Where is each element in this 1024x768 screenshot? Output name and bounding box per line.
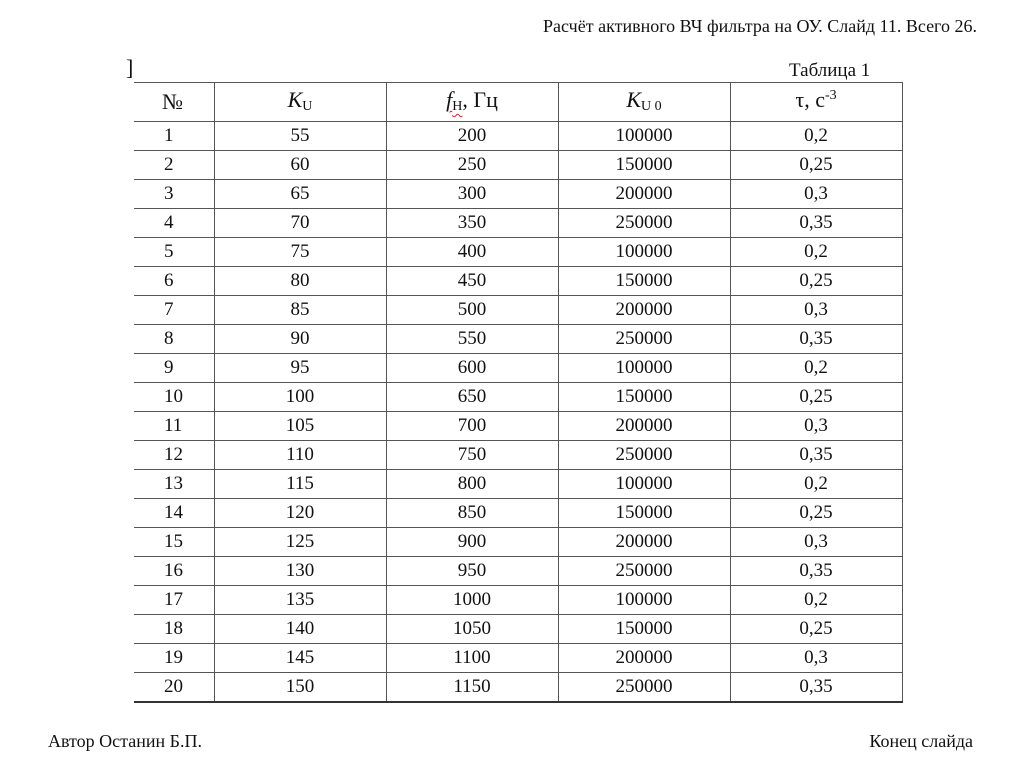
header-fn — [386, 83, 558, 122]
table-header-row — [134, 83, 902, 122]
cell-ku0: 200000 — [558, 180, 730, 209]
cell-ku0: 150000 — [558, 267, 730, 296]
cell-fn: 700 — [386, 412, 558, 441]
cell-tau: 0,25 — [730, 267, 902, 296]
cell-tau: 0,35 — [730, 441, 902, 470]
header-ku-main: K — [287, 87, 303, 112]
cell-fn: 400 — [386, 238, 558, 267]
cell-tau: 0,25 — [730, 499, 902, 528]
cell-ku: 105 — [214, 412, 386, 441]
cell-ku0: 250000 — [558, 209, 730, 238]
cell-fn: 550 — [386, 325, 558, 354]
footer-author: Автор Останин Б.П. — [48, 731, 202, 751]
table-row — [134, 412, 902, 441]
cell-fn: 250 — [386, 151, 558, 180]
cell-num: 6 — [134, 267, 214, 296]
table-row — [134, 296, 902, 325]
cell-ku0: 200000 — [558, 412, 730, 441]
cell-ku0: 250000 — [558, 441, 730, 470]
cell-ku0: 100000 — [558, 238, 730, 267]
cell-num: 4 — [134, 209, 214, 238]
header-tau-main: τ, с — [795, 87, 825, 112]
table-row — [134, 470, 902, 499]
header-fn-main: f — [446, 87, 453, 112]
header-num: № — [134, 83, 214, 122]
cell-num: 11 — [134, 412, 214, 441]
table-row — [134, 325, 902, 354]
table-row — [134, 267, 902, 296]
cell-fn: 1100 — [386, 644, 558, 673]
cell-num: 18 — [134, 615, 214, 644]
table-row — [134, 499, 902, 528]
cell-ku: 85 — [214, 296, 386, 325]
data-table — [134, 82, 903, 703]
header-fn-unit: , Гц — [462, 87, 498, 112]
cell-num: 10 — [134, 383, 214, 412]
cell-tau: 0,35 — [730, 673, 902, 703]
cell-tau: 0,25 — [730, 615, 902, 644]
cell-num: 1 — [134, 122, 214, 151]
cell-num: 9 — [134, 354, 214, 383]
cell-tau: 0,3 — [730, 528, 902, 557]
header-ku0-main: K — [626, 87, 642, 112]
cell-ku0: 100000 — [558, 586, 730, 615]
table-row — [134, 354, 902, 383]
cell-ku0: 250000 — [558, 673, 730, 703]
cell-tau: 0,2 — [730, 586, 902, 615]
table-row — [134, 441, 902, 470]
cell-tau: 0,2 — [730, 122, 902, 151]
bracket-mark: ] — [126, 55, 134, 80]
table-row — [134, 151, 902, 180]
cell-ku: 125 — [214, 528, 386, 557]
header-ku-sub: U — [302, 99, 313, 114]
table-caption: Таблица 1 — [789, 60, 871, 81]
cell-tau: 0,35 — [730, 557, 902, 586]
header-fn-sub: Н — [452, 99, 463, 114]
cell-fn: 200 — [386, 122, 558, 151]
cell-fn: 1150 — [386, 673, 558, 703]
cell-ku0: 200000 — [558, 644, 730, 673]
cell-tau: 0,25 — [730, 383, 902, 412]
cell-ku: 110 — [214, 441, 386, 470]
cell-ku: 70 — [214, 209, 386, 238]
table-row — [134, 180, 902, 209]
cell-ku: 150 — [214, 673, 386, 703]
cell-ku: 115 — [214, 470, 386, 499]
cell-tau: 0,2 — [730, 354, 902, 383]
header-tau — [730, 83, 902, 122]
cell-fn: 1000 — [386, 586, 558, 615]
table-row — [134, 644, 902, 673]
cell-ku0: 250000 — [558, 325, 730, 354]
cell-num: 14 — [134, 499, 214, 528]
cell-num: 12 — [134, 441, 214, 470]
cell-ku0: 200000 — [558, 528, 730, 557]
table-row — [134, 209, 902, 238]
cell-tau: 0,35 — [730, 209, 902, 238]
cell-ku: 75 — [214, 238, 386, 267]
slide-title: Расчёт активного ВЧ фильтра на ОУ. Слайд 11. Всего 26. — [543, 16, 977, 36]
cell-ku0: 150000 — [558, 383, 730, 412]
cell-num: 17 — [134, 586, 214, 615]
cell-fn: 850 — [386, 499, 558, 528]
cell-fn: 350 — [386, 209, 558, 238]
cell-tau: 0,3 — [730, 296, 902, 325]
cell-ku0: 100000 — [558, 122, 730, 151]
cell-fn: 450 — [386, 267, 558, 296]
table-row — [134, 122, 902, 151]
cell-ku: 95 — [214, 354, 386, 383]
table-row — [134, 557, 902, 586]
cell-ku0: 100000 — [558, 470, 730, 499]
cell-ku0: 250000 — [558, 557, 730, 586]
table-body — [134, 122, 902, 703]
cell-tau: 0,3 — [730, 180, 902, 209]
footer-end: Конец слайда — [869, 731, 973, 751]
cell-num: 3 — [134, 180, 214, 209]
cell-num: 16 — [134, 557, 214, 586]
header-ku — [214, 83, 386, 122]
cell-ku0: 150000 — [558, 615, 730, 644]
cell-ku: 120 — [214, 499, 386, 528]
cell-fn: 1050 — [386, 615, 558, 644]
table-row — [134, 383, 902, 412]
cell-ku: 90 — [214, 325, 386, 354]
cell-fn: 650 — [386, 383, 558, 412]
cell-ku: 100 — [214, 383, 386, 412]
table-row — [134, 615, 902, 644]
cell-tau: 0,3 — [730, 412, 902, 441]
cell-tau: 0,2 — [730, 470, 902, 499]
header-ku0-sub: U 0 — [641, 99, 662, 114]
cell-fn: 500 — [386, 296, 558, 325]
cell-ku0: 200000 — [558, 296, 730, 325]
cell-ku: 80 — [214, 267, 386, 296]
cell-num: 19 — [134, 644, 214, 673]
cell-fn: 750 — [386, 441, 558, 470]
cell-ku0: 150000 — [558, 151, 730, 180]
cell-ku: 130 — [214, 557, 386, 586]
cell-ku: 135 — [214, 586, 386, 615]
cell-tau: 0,25 — [730, 151, 902, 180]
cell-tau: 0,35 — [730, 325, 902, 354]
cell-ku: 55 — [214, 122, 386, 151]
header-ku0 — [558, 83, 730, 122]
cell-num: 15 — [134, 528, 214, 557]
cell-ku0: 150000 — [558, 499, 730, 528]
cell-ku0: 100000 — [558, 354, 730, 383]
cell-fn: 950 — [386, 557, 558, 586]
header-tau-sup: -3 — [824, 88, 837, 103]
table-row — [134, 586, 902, 615]
table-row — [134, 528, 902, 557]
cell-num: 5 — [134, 238, 214, 267]
cell-ku: 60 — [214, 151, 386, 180]
cell-num: 2 — [134, 151, 214, 180]
cell-tau: 0,3 — [730, 644, 902, 673]
cell-num: 7 — [134, 296, 214, 325]
cell-fn: 900 — [386, 528, 558, 557]
cell-tau: 0,2 — [730, 238, 902, 267]
cell-fn: 600 — [386, 354, 558, 383]
cell-num: 13 — [134, 470, 214, 499]
cell-ku: 145 — [214, 644, 386, 673]
cell-ku: 65 — [214, 180, 386, 209]
table-row — [134, 673, 902, 703]
cell-num: 8 — [134, 325, 214, 354]
cell-fn: 300 — [386, 180, 558, 209]
cell-ku: 140 — [214, 615, 386, 644]
table-row — [134, 238, 902, 267]
cell-fn: 800 — [386, 470, 558, 499]
cell-num: 20 — [134, 673, 214, 703]
